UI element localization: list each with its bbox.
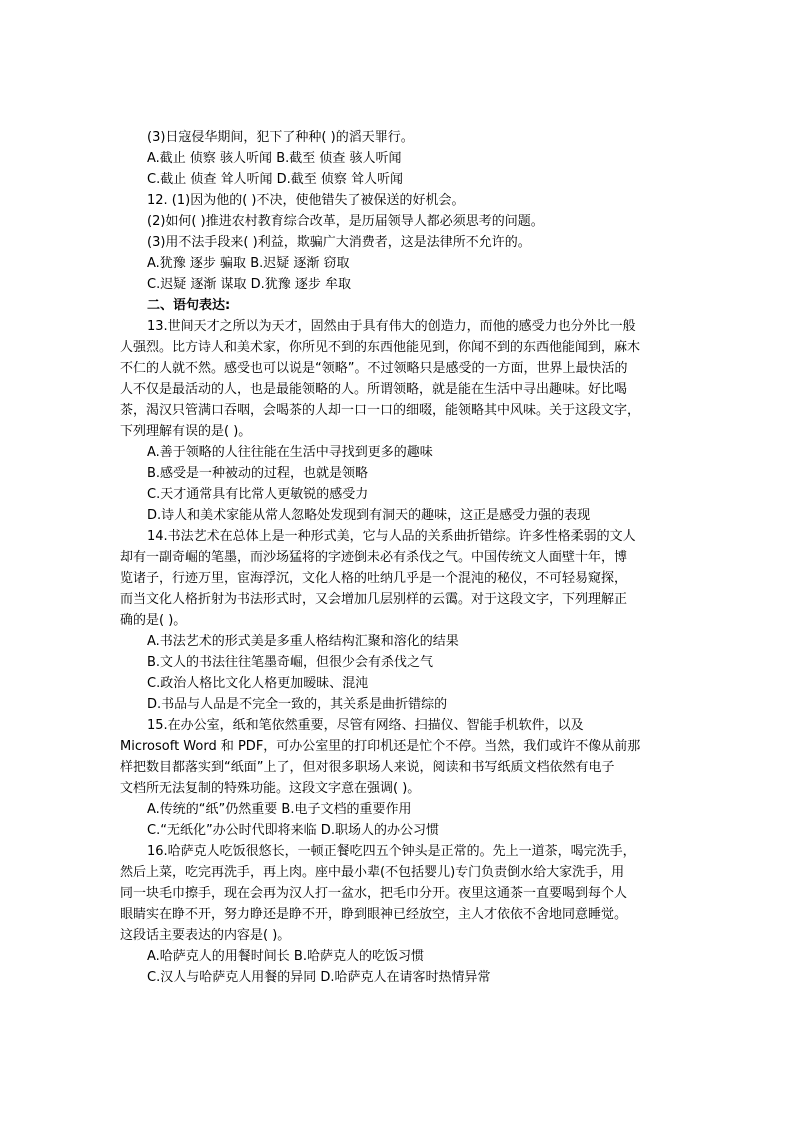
- text-line: C.截止 侦查 耸人听闻 D.截至 侦察 耸人听闻: [147, 172, 404, 187]
- text-line: 然后上菜，吃完再洗手，再上肉。座中最小辈(不包括婴儿)专门负责倒水给大家洗手，用: [120, 865, 625, 880]
- text-line: D.书品与人品是不完全一致的，其关系是曲折错综的: [147, 697, 448, 712]
- text-line: 下列理解有误的是( )。: [120, 424, 252, 439]
- text-line: 12. (1)因为他的( )不决，使他错失了被保送的好机会。: [147, 193, 465, 208]
- text-line: A.截止 侦察 骇人听闻 B.截至 侦查 骇人听闻: [147, 151, 402, 166]
- text-line: 却有一副奇崛的笔墨，而沙场猛将的字迹倒未必有杀伐之气。中国传统文人面壁十年，博: [120, 550, 628, 565]
- text-line: C.汉人与哈萨克人用餐的异同 D.哈萨克人在请客时热情异常: [147, 970, 491, 985]
- section-heading: 二、语句表达:: [147, 298, 231, 313]
- text-line: A.书法艺术的形式美是多重人格结构汇聚和溶化的结果: [147, 634, 459, 649]
- text-line: 眼睛实在睁不开，努力睁还是睁不开，睁到眼神已经放空，主人才依依不舍地同意睡觉。: [120, 907, 628, 922]
- text-line: A.犹豫 逐步 骗取 B.迟疑 逐渐 窃取: [147, 256, 350, 271]
- text-line: 这段话主要表达的内容是( )。: [120, 928, 291, 943]
- text-line: 16.哈萨克人吃饭很悠长，一顿正餐吃四五个钟头是正常的。先上一道茶，喝完洗手，: [147, 844, 636, 859]
- text-line: C.政治人格比文化人格更加暧昧、混沌: [147, 676, 369, 691]
- text-line: C.“无纸化”办公时代即将来临 D.职场人的办公习惯: [147, 823, 439, 838]
- text-line: A.传统的“纸”仍然重要 B.电子文档的重要作用: [147, 802, 412, 817]
- text-line: B.感受是一种被动的过程，也就是领略: [147, 466, 369, 481]
- document-body: [120, 127, 680, 988]
- text-line: (3)用不法手段来( )利益，欺骗广大消费者，这是法律所不允许的。: [147, 235, 531, 250]
- text-line: Microsoft Word 和 PDF，可办公室里的打印机还是忙个不停。当然，我们或许不像从前那: [120, 739, 641, 754]
- text-line: 而当文化人格折射为书法形式时，又会增加几层别样的云霭。对于这段文字，下列理解正: [120, 592, 628, 607]
- text-line: A.哈萨克人的用餐时间长 B.哈萨克人的吃饭习惯: [147, 949, 424, 964]
- text-line: 样把数目都落实到“纸面”上了，但对很多职场人来说，阅读和书写纸质文档依然有电子: [120, 760, 615, 775]
- text-line: 人强烈。比方诗人和美术家，你所见不到的东西他能见到，你闻不到的东西他能闻到，麻木: [120, 340, 641, 355]
- text-line: D.诗人和美术家能从常人忽略处发现到有洞天的趣味，这正是感受力强的表现: [147, 508, 591, 523]
- text-line: A.善于领略的人往往能在生活中寻找到更多的趣味: [147, 445, 433, 460]
- text-line: 人不仅是最活动的人，也是最能领略的人。所谓领略，就是能在生活中寻出趣味。好比喝: [120, 382, 628, 397]
- text-line: 13.世间天才之所以为天才，固然由于具有伟大的创造力，而他的感受力也分外比一般: [147, 319, 636, 334]
- text-line: (3)日寇侵华期间，犯下了种种( )的滔天罪行。: [147, 130, 414, 145]
- text-line: 同一块毛巾擦手，现在会再为汉人打一盆水，把毛巾分开。夜里这通茶一直要喝到每个人: [120, 886, 628, 901]
- text-line: C.迟疑 逐渐 谋取 D.犹豫 逐步 牟取: [147, 277, 352, 292]
- text-line: 确的是( )。: [120, 613, 187, 628]
- text-line: 茶，渴汉只管满口吞咽，会喝茶的人却一口一口的细啜，能领略其中风味。关于这段文字，: [120, 403, 641, 418]
- text-line: 不仁的人就不然。感受也可以说是“领略”。不过领略只是感受的一方面，世界上最快活的: [120, 361, 628, 376]
- text-line: 15.在办公室，纸和笔依然重要，尽管有网络、扫描仪、智能手机软件，以及: [147, 718, 584, 733]
- text-line: (2)如何( )推进农村教育综合改革，是历届领导人都必须思考的问题。: [147, 214, 544, 229]
- text-line: 览诸子，行迹万里，宦海浮沉，文化人格的吐纳几乎是一个混沌的秘仪，不可轻易窥探，: [120, 571, 628, 586]
- text-line: C.天才通常具有比常人更敏锐的感受力: [147, 487, 369, 502]
- text-line: 14.书法艺术在总体上是一种形式美，它与人品的关系曲折错综。许多性格柔弱的文人: [147, 529, 636, 544]
- text-line: B.文人的书法往往笔墨奇崛，但很少会有杀伐之气: [147, 655, 434, 670]
- text-line: 文档所无法复制的特殊功能。这段文字意在强调( )。: [120, 781, 421, 796]
